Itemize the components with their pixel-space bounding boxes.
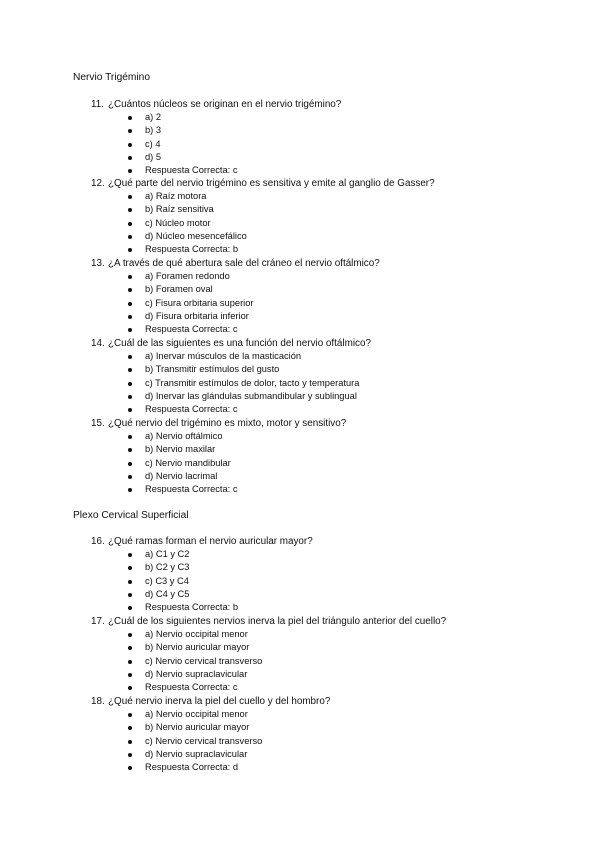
option-text: b) C2 y C3 xyxy=(145,562,190,573)
question-number: 14. xyxy=(91,338,105,349)
list-item xyxy=(128,190,548,203)
question-12 xyxy=(91,177,571,190)
bullet-icon xyxy=(128,222,132,226)
section-title: Nervio Trigémino xyxy=(73,72,150,83)
list-item xyxy=(128,748,548,761)
bullet-icon xyxy=(128,248,132,252)
option-text: b) Nervio auricular mayor xyxy=(145,642,250,653)
list-item xyxy=(128,111,548,124)
bullet-icon xyxy=(128,673,132,677)
option-list xyxy=(128,190,548,256)
bullet-icon xyxy=(128,195,132,199)
option-text: d) Nervio supraclavicular xyxy=(145,748,248,759)
list-item xyxy=(128,138,548,151)
option-text: c) C3 y C4 xyxy=(145,575,189,586)
option-text: a) Foramen redondo xyxy=(145,271,230,281)
list-item xyxy=(128,628,548,641)
list-item xyxy=(128,641,548,654)
answer-text: Respuesta Correcta: c xyxy=(145,484,238,495)
question-text: ¿Qué ramas forman el nervio auricular mayor? xyxy=(108,536,313,547)
option-text: c) Fisura orbitaria superior xyxy=(145,297,254,308)
option-text: c) Nervio mandibular xyxy=(145,457,231,468)
question-17 xyxy=(91,615,571,628)
option-list xyxy=(128,708,548,774)
answer-item xyxy=(128,403,548,416)
list-item xyxy=(128,203,548,216)
question-text: ¿Cuántos núcleos se originan en el nervio trigémino? xyxy=(108,99,342,110)
bullet-icon xyxy=(128,580,132,584)
question-text: ¿Qué parte del nervio trigémino es sensitiva y emite al ganglio de Gasser? xyxy=(108,178,435,189)
answer-text: Respuesta Correcta: c xyxy=(145,324,238,335)
list-item xyxy=(128,443,548,456)
bullet-icon xyxy=(128,660,132,664)
option-text: b) Nervio auricular mayor xyxy=(145,722,250,733)
option-text: d) 5 xyxy=(145,151,162,162)
bullet-icon xyxy=(128,633,132,637)
bullet-icon xyxy=(128,713,132,717)
list-item xyxy=(128,561,548,574)
option-list xyxy=(128,270,548,336)
option-text: d) Inervar las glándulas submandibular y sublingual xyxy=(145,390,357,401)
option-list xyxy=(128,628,548,694)
bullet-icon xyxy=(128,435,132,439)
list-item xyxy=(128,310,548,323)
option-list xyxy=(128,548,548,614)
option-list xyxy=(128,430,548,496)
bullet-icon xyxy=(128,475,132,479)
option-text: a) Nervio occipital menor xyxy=(145,629,248,639)
question-16 xyxy=(91,535,571,548)
bullet-icon xyxy=(128,740,132,744)
bullet-icon xyxy=(128,646,132,650)
bullet-icon xyxy=(128,156,132,160)
bullet-icon xyxy=(128,766,132,770)
answer-text: Respuesta Correcta: c xyxy=(145,682,238,693)
bullet-icon xyxy=(128,368,132,372)
option-text: a) Inervar músculos de la masticación xyxy=(145,351,302,361)
option-text: d) Nervio lacrimal xyxy=(145,470,218,481)
bullet-icon xyxy=(128,753,132,757)
list-item xyxy=(128,575,548,588)
question-number: 12. xyxy=(91,178,105,189)
answer-text: Respuesta Correcta: d xyxy=(145,762,239,773)
bullet-icon xyxy=(128,726,132,730)
answer-item xyxy=(128,483,548,496)
list-item xyxy=(128,708,548,721)
bullet-icon xyxy=(128,566,132,570)
answer-item xyxy=(128,323,548,336)
option-text: a) 2 xyxy=(145,112,162,122)
question-text: ¿Cuál de las siguientes es una función del nervio oftálmico? xyxy=(108,338,371,349)
list-item xyxy=(128,390,548,403)
answer-text: Respuesta Correcta: b xyxy=(145,244,239,255)
question-number: 17. xyxy=(91,616,105,627)
option-text: d) Fisura orbitaria inferior xyxy=(145,310,249,321)
list-item xyxy=(128,124,548,137)
question-number: 15. xyxy=(91,418,105,429)
answer-item xyxy=(128,681,548,694)
question-11 xyxy=(91,98,571,111)
bullet-icon xyxy=(128,208,132,212)
option-text: a) Nervio occipital menor xyxy=(145,709,248,719)
option-text: b) Raíz sensitiva xyxy=(145,204,214,215)
option-text: d) C4 y C5 xyxy=(145,588,190,599)
question-18 xyxy=(91,695,571,708)
option-text: c) Núcleo motor xyxy=(145,217,211,228)
question-number: 18. xyxy=(91,696,105,707)
question-text: ¿Cuál de los siguientes nervios inerva la piel del triángulo anterior del cuello? xyxy=(108,616,447,627)
list-item xyxy=(128,350,548,363)
answer-text: Respuesta Correcta: c xyxy=(145,404,238,415)
list-item xyxy=(128,735,548,748)
bullet-icon xyxy=(128,275,132,279)
question-14 xyxy=(91,337,571,350)
list-item xyxy=(128,151,548,164)
option-text: b) Transmitir estímulos del gusto xyxy=(145,364,280,375)
option-text: b) Foramen oval xyxy=(145,284,213,295)
bullet-icon xyxy=(128,382,132,386)
bullet-icon xyxy=(128,448,132,452)
option-text: c) Nervio cervical transverso xyxy=(145,735,263,746)
question-text: ¿Qué nervio del trigémino es mixto, motor y sensitivo? xyxy=(108,418,347,429)
bullet-icon xyxy=(128,315,132,319)
bullet-icon xyxy=(128,302,132,306)
bullet-icon xyxy=(128,129,132,133)
bullet-icon xyxy=(128,143,132,147)
option-list xyxy=(128,350,548,416)
option-text: c) Transmitir estímulos de dolor, tacto y temperatura xyxy=(145,377,360,388)
option-text: c) Nervio cervical transverso xyxy=(145,655,263,666)
answer-item xyxy=(128,243,548,256)
question-15 xyxy=(91,417,571,430)
question-13 xyxy=(91,257,571,270)
option-text: d) Núcleo mesencefálico xyxy=(145,230,247,241)
bullet-icon xyxy=(128,553,132,557)
question-text: ¿Qué nervio inerva la piel del cuello y del hombro? xyxy=(108,696,331,707)
question-number: 13. xyxy=(91,258,105,269)
bullet-icon xyxy=(128,169,132,173)
option-text: a) Raíz motora xyxy=(145,191,207,201)
list-item xyxy=(128,588,548,601)
answer-item xyxy=(128,164,548,177)
list-item xyxy=(128,721,548,734)
bullet-icon xyxy=(128,593,132,597)
bullet-icon xyxy=(128,462,132,466)
list-item xyxy=(128,283,548,296)
option-text: a) C1 y C2 xyxy=(145,549,190,559)
list-item xyxy=(128,270,548,283)
bullet-icon xyxy=(128,328,132,332)
answer-text: Respuesta Correcta: b xyxy=(145,602,239,613)
answer-item xyxy=(128,601,548,614)
option-text: b) 3 xyxy=(145,125,162,136)
option-list xyxy=(128,111,548,177)
list-item xyxy=(128,457,548,470)
answer-item xyxy=(128,761,548,774)
list-item xyxy=(128,230,548,243)
list-item xyxy=(128,430,548,443)
list-item xyxy=(128,363,548,376)
list-item xyxy=(128,655,548,668)
section-title: Plexo Cervical Superficial xyxy=(73,510,189,521)
list-item xyxy=(128,377,548,390)
option-text: a) Nervio oftálmico xyxy=(145,431,223,441)
list-item xyxy=(128,297,548,310)
list-item xyxy=(128,548,548,561)
bullet-icon xyxy=(128,288,132,292)
bullet-icon xyxy=(128,116,132,120)
bullet-icon xyxy=(128,686,132,690)
answer-text: Respuesta Correcta: c xyxy=(145,165,238,176)
option-text: b) Nervio maxilar xyxy=(145,444,216,455)
option-text: d) Nervio supraclavicular xyxy=(145,668,248,679)
list-item xyxy=(128,217,548,230)
question-number: 16. xyxy=(91,536,105,547)
bullet-icon xyxy=(128,408,132,412)
bullet-icon xyxy=(128,606,132,610)
bullet-icon xyxy=(128,355,132,359)
list-item xyxy=(128,668,548,681)
bullet-icon xyxy=(128,488,132,492)
bullet-icon xyxy=(128,235,132,239)
question-text: ¿A través de qué abertura sale del cráneo el nervio oftálmico? xyxy=(108,258,380,269)
bullet-icon xyxy=(128,395,132,399)
question-number: 11. xyxy=(91,99,104,110)
list-item xyxy=(128,470,548,483)
option-text: c) 4 xyxy=(145,138,161,149)
